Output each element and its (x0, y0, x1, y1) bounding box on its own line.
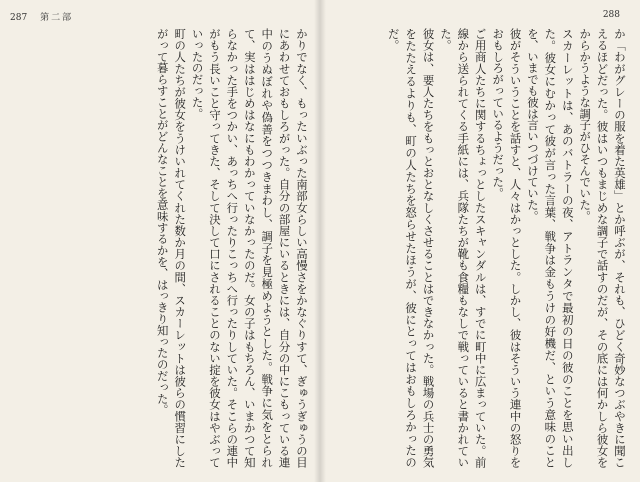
right-page-number: 288 (602, 10, 620, 20)
right-text-block (332, 28, 628, 468)
right-paragraph: 彼女は、要人たちをもっとおとなしくさせることはできなかった。戦場の兵士の勇気をたたえるよりも、町の人たちを怒らせたほうが、彼にとってはおもしろかったのだ。 (386, 28, 436, 468)
right-page (320, 0, 640, 482)
right-running-head (603, 10, 630, 20)
right-paragraph: 彼がそういうことを話すと、人々はかっとした。しかし、彼はそういう連中の怒りをおもしろがっているようだった。 (491, 28, 523, 468)
right-paragraph: ご用商人たちに関するちょっとしたスキャンダルは、すでに町中に広まっていた。前線から送られてくる手紙には、兵隊たちが靴も食糧もなしで戦っていると書かれていた。 (438, 28, 488, 468)
left-page-number: 287 (10, 13, 28, 23)
chapter-title: 第二部 (40, 13, 74, 23)
left-paragraph: 町の人たちが彼女をうけいれてくれた数か月の間、スカーレットは彼らの慣習にしたがって暮らすことがどんなことを意味するかを、はっきり知ったのだった。 (155, 28, 188, 468)
left-running-head (10, 10, 73, 23)
left-paragraph: かりでなく、もったいぶった南部女らしい高慢さをかなぐりすて、ぎゅうぎゅうの目にあわせておもしろがった。自分の部屋にいるときには、自分の中にこもっている連中のうぬぼれや偽善をつつきまわし、調子を見極めようとした。戦争に気をとられて、実ははじめはなにもわかっていなかったのだ。女の子はもちろん、いまかつて知らなかった手をつかい、あっちへ行ったりこっちへ行ったりしていた。そこらの連中がもう長いこと守ってきた、そして決して口にされることのない掟を彼女はやぶっていったのだった。 (190, 28, 309, 468)
right-paragraph: スカーレットは、あのバトラーの夜、アトランタで最初の日の彼のことを思い出した。彼女にむかって彼が言った言葉、戦争は金もうけの好機だ、という意味のことを、いまでも彼は言いつづけていた。 (525, 28, 575, 468)
left-text-block (14, 28, 310, 468)
right-paragraph: か「わがグレーの服を着た英雄」とか呼ぶが、それも、ひどく奇妙なつぶやきに聞こえるほどだった。彼はいつもまじめな調子で話すのだが、その底には何かしら彼女をからかうような調子がひそんでいた。 (578, 28, 627, 468)
